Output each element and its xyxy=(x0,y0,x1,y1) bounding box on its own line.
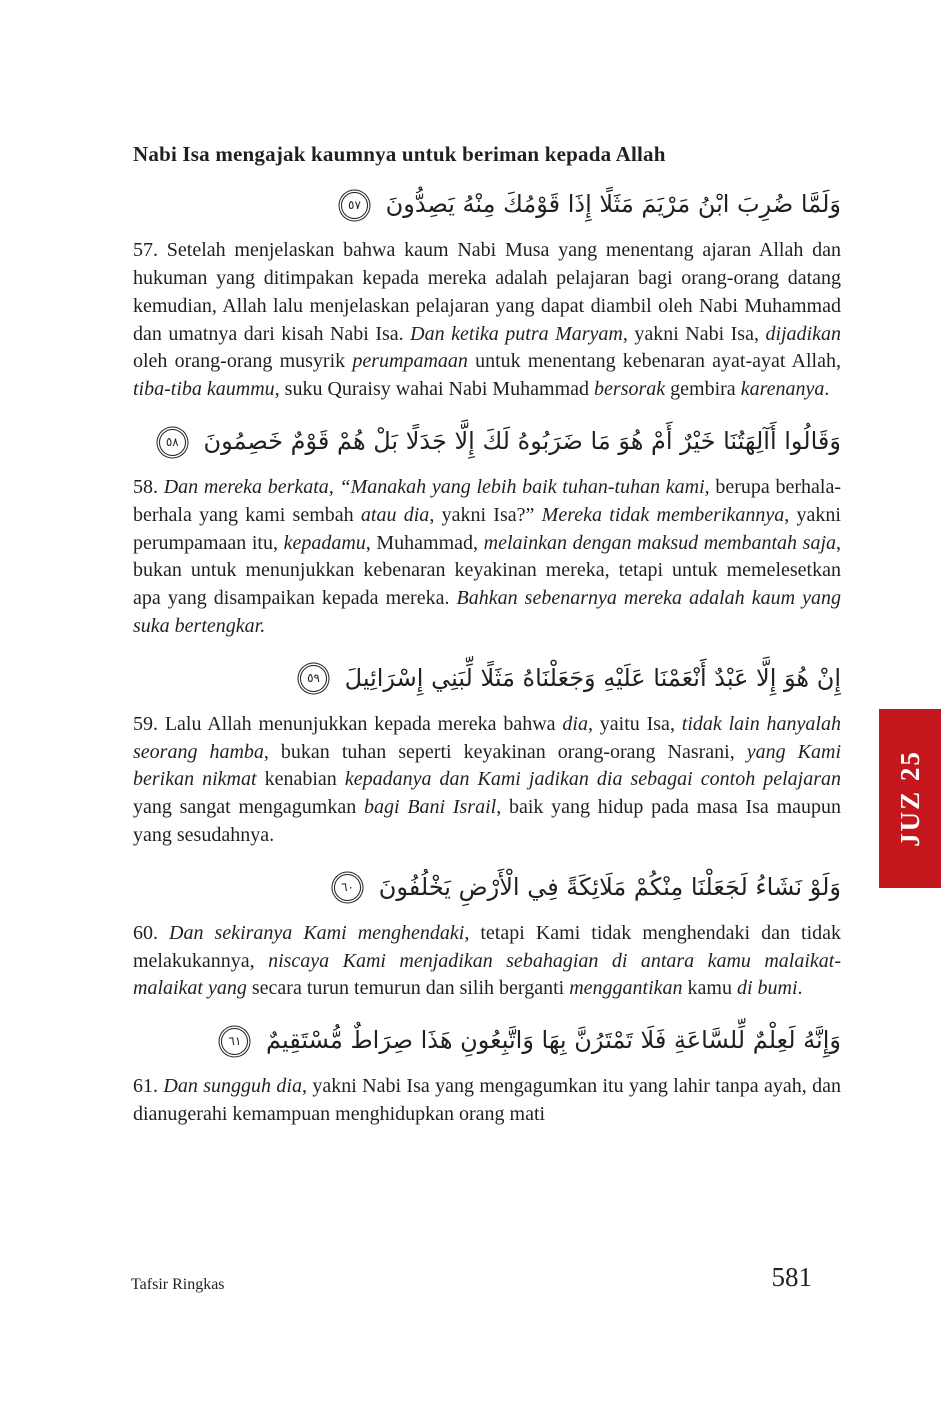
arabic-verse-text: إِنْ هُوَ إِلَّا عَبْدٌ أَنْعَمْنَا عَلَيْهِ وَجَعَلْنَاهُ مَثَلًا لِّبَنِي إِسْرَائِيلَ xyxy=(344,663,841,692)
commentary-paragraph-60: 60. Dan sekiranya Kami menghendaki, tetapi Kami tidak menghendaki dan tidak melakukannya, niscaya Kami menjadikan sebahagian di antara kamu malaikat-malaikat yang secara turun temurun dan silih berganti menggantikan kamu di bumi. xyxy=(133,921,842,1000)
verse-end-marker: ٥٧ xyxy=(341,192,368,219)
arabic-verse-59 xyxy=(133,649,841,707)
verse-end-marker: ٥٩ xyxy=(300,665,327,692)
page-number: 581 xyxy=(771,1262,812,1292)
commentary-paragraph-59: 59. Lalu Allah menunjukkan kepada mereka bahwa dia, yaitu Isa, tidak lain hanyalah seorang hamba, bukan tuhan seperti keyakinan orang-orang Nasrani, yang Kami berikan nikmat kenabian kepadanya dan Kami jadikan dia sebagai contoh pelajaran yang sangat mengagumkan bagi Bani Israil, baik yang hidup pada masa Isa maupun yang sesudahnya. xyxy=(133,712,842,846)
page-content xyxy=(133,141,841,1137)
footer-book-title: Tafsir Ringkas xyxy=(131,1276,225,1293)
arabic-verse-text: وَلَمَّا ضُرِبَ ابْنُ مَرْيَمَ مَثَلًا إِذَا قَوْمُكَ مِنْهُ يَصِدُّونَ xyxy=(385,190,841,219)
sections xyxy=(133,175,841,1129)
arabic-verse-61 xyxy=(133,1011,841,1069)
juz-tab xyxy=(879,709,941,888)
arabic-verse-60 xyxy=(133,858,841,916)
verse-end-marker: ٥٨ xyxy=(159,429,186,456)
commentary-paragraph-61: 61. Dan sungguh dia, yakni Nabi Isa yang mengagumkan itu yang lahir tanpa ayah, dan dianugerahi kemampuan menghidupkan orang mati xyxy=(133,1075,841,1125)
verse-end-marker: ٦٠ xyxy=(334,874,361,901)
arabic-verse-57 xyxy=(133,175,841,233)
arabic-verse-text: وَلَوْ نَشَاءُ لَجَعَلْنَا مِنْكُمْ مَلَائِكَةً فِي الْأَرْضِ يَخْلُفُونَ xyxy=(378,872,841,901)
arabic-verse-text: وَقَالُوا أَآلِهَتُنَا خَيْرٌ أَمْ هُوَ مَا ضَرَبُوهُ لَكَ إِلَّا جَدَلًا بَلْ هُمْ قَوْمٌ خَصِمُونَ xyxy=(203,427,841,456)
section-heading: Nabi Isa mengajak kaumnya untuk beriman kepada Allah xyxy=(133,142,666,166)
commentary-paragraph-57: 57. Setelah menjelaskan bahwa kaum Nabi Musa yang menentang ajaran Allah dan hukuman yang ditimpakan kepada mereka adalah pelajaran bagi orang-orang datang kemudian, Allah lalu menjelaskan pelajaran yang dapat diambil oleh Nabi Muhammad dan umatnya dari kisah Nabi Isa. Dan ketika putra Maryam, yakni Nabi Isa, dijadikan oleh orang-orang musyrik perumpamaan untuk menentang kebenaran ayat-ayat Allah, tiba-tiba kaummu, suku Quraisy wahai Nabi Muhammad bersorak gembira karenanya. xyxy=(133,239,841,401)
commentary-paragraph-58: 58. Dan mereka berkata, “Manakah yang lebih baik tuhan-tuhan kami, berupa berhala-berhala yang kami sembah atau dia, yakni Isa?” Mereka tidak memberikannya, yakni perumpamaan itu, kepadamu, Muhammad, melainkan dengan maksud membantah saja, bukan untuk menunjukkan kebenaran keyakinan mereka, tetapi untuk memelesetkan apa yang disampaikan kepada mereka. Bahkan sebenarnya mereka adalah kaum yang suka bertengkar. xyxy=(133,476,842,638)
verse-end-marker: ٦١ xyxy=(221,1028,248,1055)
arabic-verse-text: وَإِنَّهُ لَعِلْمٌ لِّلسَّاعَةِ فَلَا تَمْتَرُنَّ بِهَا وَاتَّبِعُونِ هَذَا صِرَاطٌ مُّسْتَقِيمٌ xyxy=(265,1026,841,1055)
arabic-verse-58 xyxy=(133,412,841,470)
juz-tab-label: JUZ 25 xyxy=(894,750,925,847)
